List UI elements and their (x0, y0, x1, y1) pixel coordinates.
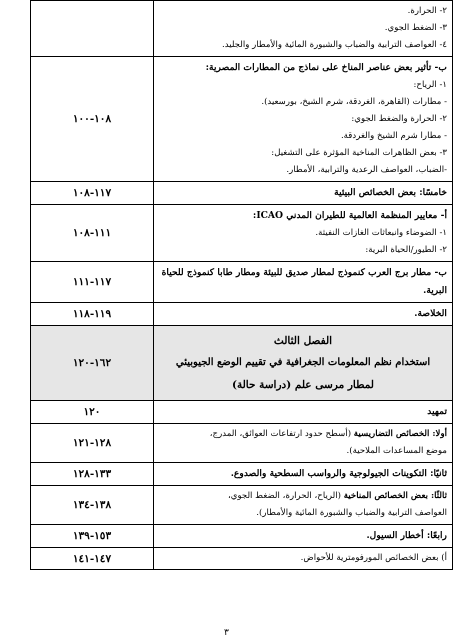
toc-line: - مطارات (القاهرة، الغردقة، شرم الشيخ، بورسعيد). (261, 97, 447, 107)
chapter-title: استخدام نظم المعلومات الجغرافية في تقييم الوضع الجيوبيئي (175, 357, 431, 368)
toc-row (31, 1, 453, 57)
toc-heading: تمهيد (427, 406, 447, 417)
chapter-subtitle: لمطار مرسى علم (دراسة حالة) (231, 379, 375, 391)
toc-page-range: ١٠٨-١٠٠ (31, 57, 154, 182)
toc-entry (154, 182, 453, 205)
toc-row (31, 205, 453, 262)
toc-entry (154, 525, 453, 548)
toc-page-range: ١١١-١٠٨ (31, 205, 154, 262)
toc-line: - مطارا شرم الشيخ والغردقة. (340, 131, 447, 141)
toc-heading-continued: البرية. (423, 285, 447, 296)
toc-page-range (31, 1, 154, 57)
toc-line: ٣- الضغط الجوي. (384, 23, 447, 33)
toc-row (31, 182, 453, 205)
toc-row (31, 303, 453, 326)
toc-entry (154, 1, 453, 57)
toc-page-range: ١٢٠ (31, 401, 154, 424)
toc-row (31, 525, 453, 548)
toc-page-range: ١١٧-١٠٨ (31, 182, 154, 205)
toc-line: ٤- العواصف الترابية والضباب والشبورة المائية والأمطار والجليد. (222, 40, 447, 50)
toc-page-range: ١٣٨-١٣٤ (31, 486, 154, 525)
toc-line: ٣- بعض الظاهرات المناخية المؤثرة على التشغيل: (271, 148, 447, 158)
toc-page-range: ١٤٧-١٤١ (31, 548, 154, 570)
toc-page-range: ١١٧-١١١ (31, 262, 154, 303)
toc-heading: أ- معايير المنظمة العالمية للطيران المدني ICAO: (252, 210, 447, 221)
toc-line: ٢- الطيور/الحياة البرية: (365, 245, 447, 255)
toc-line: ١- الضوضاء وانبعاثات الغازات النفيثة. (315, 228, 447, 238)
toc-row (31, 401, 453, 424)
page-number: ٣ (224, 628, 229, 638)
chapter-label: الفصل الثالث (273, 335, 333, 347)
toc-entry (154, 205, 453, 262)
toc-entry (154, 548, 453, 570)
toc-detail: (الرياح، الحرارة، الضغط الجوي، (227, 491, 344, 501)
toc-entry (154, 57, 453, 182)
toc-row (31, 463, 453, 486)
toc-heading: رابعًا: أخطار السيول. (366, 530, 447, 541)
toc-line: العواصف الترابية والضباب والشبورة المائية والأمطار). (256, 508, 447, 518)
toc-line (159, 426, 447, 443)
toc-chapter-row (31, 326, 453, 401)
toc-line: ٢- الحرارة. (407, 6, 447, 16)
toc-page-range: ١٥٣-١٣٩ (31, 525, 154, 548)
toc-line: -الضباب، العواصف الرعدية والترابية، الأمطار. (286, 165, 447, 175)
toc-heading: ثانيًا: التكوينات الجيولوجية والرواسب السطحية والصدوع. (230, 468, 447, 479)
toc-entry (154, 262, 453, 303)
toc-line: أ) بعض الخصائص المورفومترية للأحواض. (300, 553, 447, 563)
toc-line: موضع المساعدات الملاحية). (346, 446, 447, 456)
toc-page-range: ١١٩-١١٨ (31, 303, 154, 326)
table-of-contents (30, 0, 453, 570)
toc-heading: خامسًا: بعض الخصائص البيئية (334, 187, 447, 198)
toc-row (31, 424, 453, 463)
toc-heading: أولا: الخصائص التضاريسية (353, 429, 447, 439)
toc-heading: الخلاصة. (414, 308, 447, 319)
toc-heading: ثالثًا: بعض الخصائص المناخية (343, 491, 447, 501)
toc-page-range: ١٣٣-١٢٨ (31, 463, 154, 486)
toc-row (31, 548, 453, 570)
toc-heading: ب- مطار برج العرب كنموذج لمطار صديق للبيئة ومطار طابا كنموذج للحياة (161, 267, 447, 278)
chapter-entry (154, 326, 453, 401)
toc-detail: (أسطح حدود ارتفاعات العوائق، المدرج، (209, 429, 354, 439)
toc-entry (154, 401, 453, 424)
toc-row (31, 486, 453, 525)
toc-line: ١- الرياح: (413, 80, 447, 90)
toc-entry (154, 424, 453, 463)
toc-entry (154, 303, 453, 326)
toc-row (31, 57, 453, 182)
toc-page-range: ١٦٢-١٢٠ (31, 326, 154, 401)
toc-row (31, 262, 453, 303)
toc-page-range: ١٢٨-١٢١ (31, 424, 154, 463)
toc-heading: ب- تأثير بعض عناصر المناخ على نماذج من المطارات المصرية: (205, 62, 447, 73)
toc-line: ٢- الحرارة والضغط الجوي: (351, 114, 447, 124)
toc-entry (154, 486, 453, 525)
toc-line (159, 488, 447, 505)
toc-entry (154, 463, 453, 486)
